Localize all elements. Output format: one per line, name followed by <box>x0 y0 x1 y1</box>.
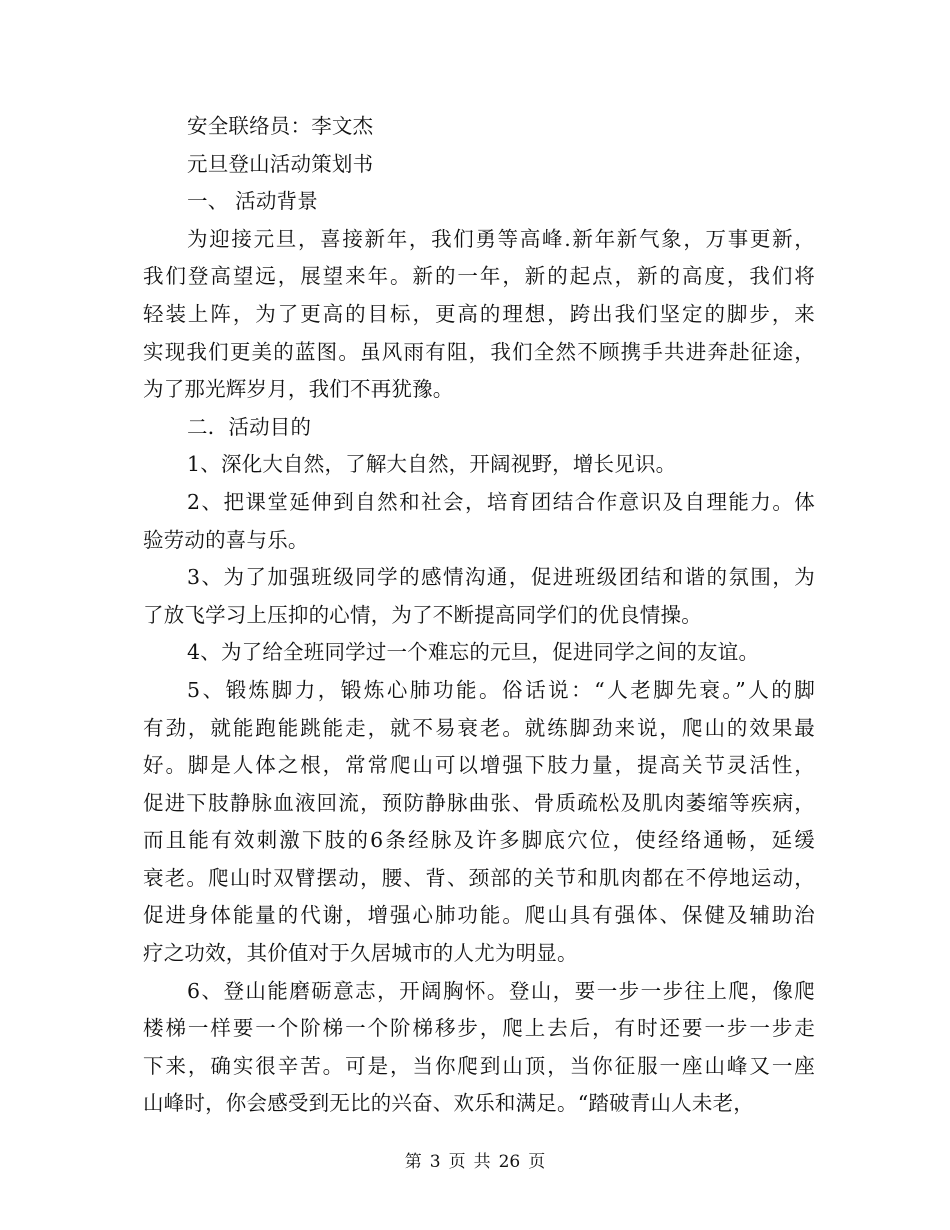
text-line: 促进身体能量的代谢，增强心肺功能。爬山具有强体、保健及辅助治 <box>143 903 815 928</box>
text-line: 而且能有效刺激下肢的6条经脉及许多脚底穴位，使经络通畅，延缓 <box>143 828 815 853</box>
footer-total-pages: 26 <box>498 1152 521 1172</box>
text-line: 5、锻炼脚力，锻炼心肺功能。俗话说：“人老脚先衰。”人的脚 <box>187 677 815 702</box>
document-body <box>143 108 815 1123</box>
page-footer <box>0 1150 950 1174</box>
footer-page-unit: 页 <box>448 1152 466 1172</box>
text-line: 1、深化大自然，了解大自然，开阔视野，增长见识。 <box>187 452 677 477</box>
text-line: 元旦登山活动策划书 <box>187 151 374 176</box>
text-line: 2、把课堂延伸到自然和社会，培育团结合作意识及自理能力。体 <box>187 489 815 514</box>
text-line: 疗之功效，其价值对于久居城市的人尤为明显。 <box>143 941 578 966</box>
text-line: 下来，确实很辛苦。可是，当你爬到山顶，当你征服一座山峰又一座 <box>143 1053 815 1078</box>
text-line: 6、登山能磨砺意志，开阔胸怀。登山，要一步一步往上爬，像爬 <box>187 978 815 1003</box>
text-line: 4、为了给全班同学过一个难忘的元旦，促进同学之间的友谊。 <box>187 640 760 665</box>
text-line: 为迎接元旦，喜接新年，我们勇等高峰.新年新气象，万事更新， <box>187 226 815 251</box>
footer-total-label: 共 <box>473 1152 491 1172</box>
text-line: 我们登高望远，展望来年。新的一年，新的起点，新的高度，我们将 <box>143 264 815 289</box>
text-line: 楼梯一样要一个阶梯一个阶梯移步，爬上去后，有时还要一步一步走 <box>143 1016 815 1041</box>
text-line: 轻装上阵，为了更高的目标，更高的理想，跨出我们坚定的脚步，来 <box>143 301 815 326</box>
text-line: 有劲，就能跑能跳能走，就不易衰老。就练脚劲来说，爬山的效果最 <box>143 715 815 740</box>
footer-page-label: 第 <box>404 1152 422 1172</box>
text-line: 为了那光辉岁月，我们不再犹豫。 <box>143 377 454 402</box>
text-line: 安全联络员：李文杰 <box>187 114 374 138</box>
text-line: 二．活动目的 <box>187 414 312 439</box>
text-line: 好。脚是人体之根，常常爬山可以增强下肢力量，提高关节灵活性， <box>143 753 815 778</box>
text-line: 3、为了加强班级同学的感情沟通，促进班级团结和谐的氛围，为 <box>187 565 815 590</box>
text-line: 了放飞学习上压抑的心情，为了不断提高同学们的优良情操。 <box>143 602 702 627</box>
footer-total-unit: 页 <box>528 1152 546 1172</box>
text-line: 一、 活动背景 <box>187 189 318 214</box>
text-line: 山峰时，你会感受到无比的兴奋、欢乐和满足。“踏破青山人未老， <box>143 1091 754 1116</box>
text-line: 促进下肢静脉血液回流，预防静脉曲张、骨质疏松及肌肉萎缩等疾病， <box>143 790 815 815</box>
footer-current-page: 3 <box>429 1152 441 1172</box>
text-line: 衰老。爬山时双臂摆动，腰、背、颈部的关节和肌肉都在不停地运动， <box>143 865 815 890</box>
text-line: 实现我们更美的蓝图。虽风雨有阻，我们全然不顾携手共进奔赴征途， <box>143 339 815 364</box>
text-line: 验劳动的喜与乐。 <box>143 527 309 552</box>
